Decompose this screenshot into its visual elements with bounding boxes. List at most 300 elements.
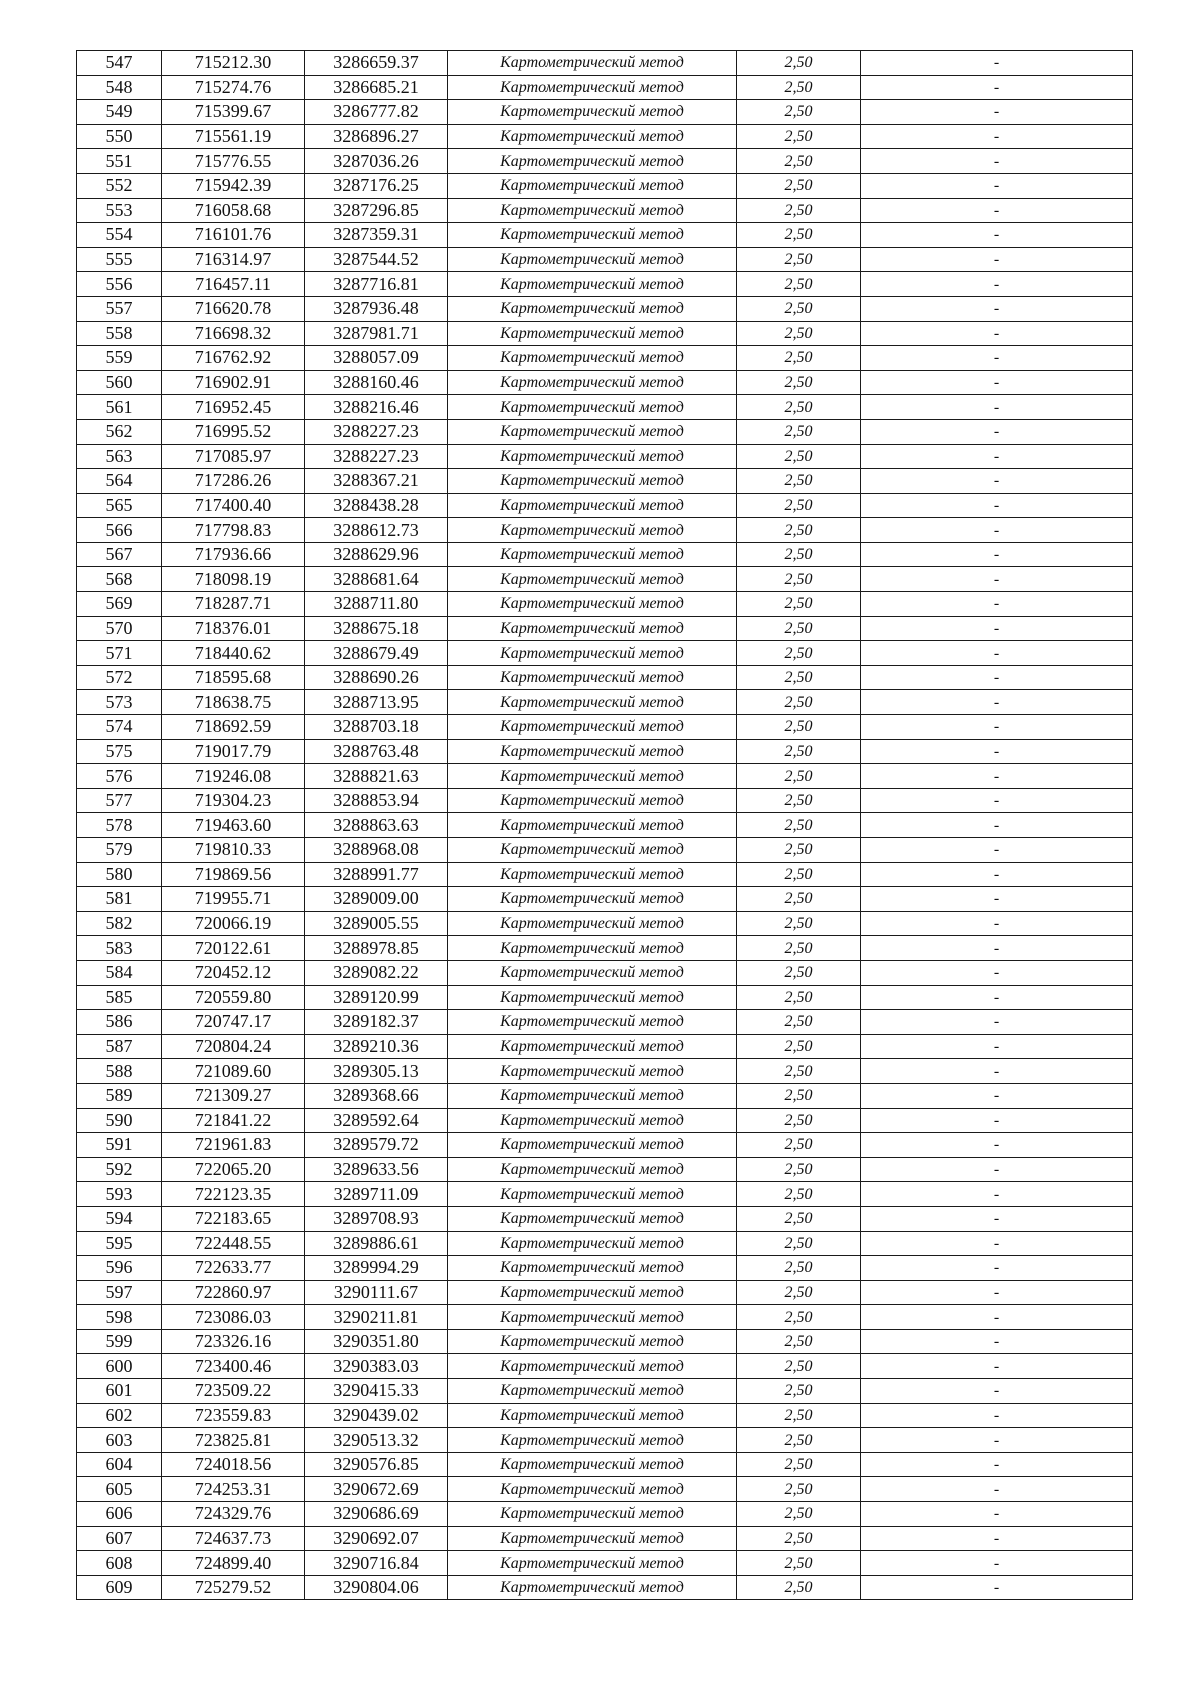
note-cell: -	[861, 1157, 1133, 1182]
y-coordinate-cell: 3290576.85	[305, 1452, 448, 1477]
point-number-cell: 555	[77, 247, 162, 272]
x-coordinate-cell: 722633.77	[162, 1256, 305, 1281]
note-cell: -	[861, 739, 1133, 764]
method-cell: Картометрический метод	[448, 936, 737, 961]
y-coordinate-cell: 3289082.22	[305, 960, 448, 985]
accuracy-cell: 2,50	[737, 788, 861, 813]
method-cell: Картометрический метод	[448, 985, 737, 1010]
note-cell: -	[861, 419, 1133, 444]
note-cell: -	[861, 1034, 1133, 1059]
x-coordinate-cell: 720066.19	[162, 911, 305, 936]
point-number-cell: 561	[77, 395, 162, 420]
accuracy-cell: 2,50	[737, 739, 861, 764]
y-coordinate-cell: 3290439.02	[305, 1403, 448, 1428]
y-coordinate-cell: 3286685.21	[305, 75, 448, 100]
y-coordinate-cell: 3286659.37	[305, 51, 448, 76]
note-cell: -	[861, 75, 1133, 100]
x-coordinate-cell: 724637.73	[162, 1526, 305, 1551]
y-coordinate-cell: 3288690.26	[305, 665, 448, 690]
y-coordinate-cell: 3288713.95	[305, 690, 448, 715]
point-number-cell: 572	[77, 665, 162, 690]
y-coordinate-cell: 3290351.80	[305, 1329, 448, 1354]
point-number-cell: 578	[77, 813, 162, 838]
x-coordinate-cell: 724329.76	[162, 1502, 305, 1527]
point-number-cell: 599	[77, 1329, 162, 1354]
table-row	[77, 715, 1133, 740]
table-row	[77, 665, 1133, 690]
method-cell: Картометрический метод	[448, 1034, 737, 1059]
x-coordinate-cell: 719810.33	[162, 838, 305, 863]
point-number-cell: 604	[77, 1452, 162, 1477]
x-coordinate-cell: 719955.71	[162, 887, 305, 912]
accuracy-cell: 2,50	[737, 395, 861, 420]
table-row	[77, 469, 1133, 494]
point-number-cell: 553	[77, 198, 162, 223]
method-cell: Картометрический метод	[448, 665, 737, 690]
accuracy-cell: 2,50	[737, 936, 861, 961]
table-row	[77, 1575, 1133, 1600]
method-cell: Картометрический метод	[448, 616, 737, 641]
table-row	[77, 1379, 1133, 1404]
note-cell: -	[861, 567, 1133, 592]
note-cell: -	[861, 346, 1133, 371]
method-cell: Картометрический метод	[448, 493, 737, 518]
x-coordinate-cell: 716314.97	[162, 247, 305, 272]
note-cell: -	[861, 1133, 1133, 1158]
accuracy-cell: 2,50	[737, 887, 861, 912]
table-row	[77, 395, 1133, 420]
table-row	[77, 985, 1133, 1010]
table-row	[77, 223, 1133, 248]
accuracy-cell: 2,50	[737, 51, 861, 76]
point-number-cell: 602	[77, 1403, 162, 1428]
method-cell: Картометрический метод	[448, 1379, 737, 1404]
point-number-cell: 549	[77, 100, 162, 125]
table-row	[77, 1182, 1133, 1207]
y-coordinate-cell: 3288991.77	[305, 862, 448, 887]
method-cell: Картометрический метод	[448, 641, 737, 666]
method-cell: Картометрический метод	[448, 51, 737, 76]
y-coordinate-cell: 3290686.69	[305, 1502, 448, 1527]
accuracy-cell: 2,50	[737, 960, 861, 985]
y-coordinate-cell: 3287544.52	[305, 247, 448, 272]
table-row	[77, 641, 1133, 666]
table-row	[77, 542, 1133, 567]
y-coordinate-cell: 3288853.94	[305, 788, 448, 813]
accuracy-cell: 2,50	[737, 1526, 861, 1551]
y-coordinate-cell: 3289120.99	[305, 985, 448, 1010]
y-coordinate-cell: 3287036.26	[305, 149, 448, 174]
table-row	[77, 887, 1133, 912]
y-coordinate-cell: 3288227.23	[305, 444, 448, 469]
x-coordinate-cell: 716995.52	[162, 419, 305, 444]
point-number-cell: 548	[77, 75, 162, 100]
accuracy-cell: 2,50	[737, 1477, 861, 1502]
method-cell: Картометрический метод	[448, 370, 737, 395]
note-cell: -	[861, 223, 1133, 248]
method-cell: Картометрический метод	[448, 1256, 737, 1281]
accuracy-cell: 2,50	[737, 346, 861, 371]
method-cell: Картометрический метод	[448, 395, 737, 420]
note-cell: -	[861, 1256, 1133, 1281]
table-row	[77, 1305, 1133, 1330]
accuracy-cell: 2,50	[737, 764, 861, 789]
method-cell: Картометрический метод	[448, 1231, 737, 1256]
method-cell: Картометрический метод	[448, 419, 737, 444]
table-row	[77, 1256, 1133, 1281]
accuracy-cell: 2,50	[737, 1379, 861, 1404]
point-number-cell: 566	[77, 518, 162, 543]
accuracy-cell: 2,50	[737, 1428, 861, 1453]
accuracy-cell: 2,50	[737, 247, 861, 272]
point-number-cell: 575	[77, 739, 162, 764]
method-cell: Картометрический метод	[448, 1083, 737, 1108]
note-cell: -	[861, 1231, 1133, 1256]
y-coordinate-cell: 3287936.48	[305, 296, 448, 321]
point-number-cell: 564	[77, 469, 162, 494]
x-coordinate-cell: 724253.31	[162, 1477, 305, 1502]
note-cell: -	[861, 1182, 1133, 1207]
note-cell: -	[861, 370, 1133, 395]
point-number-cell: 580	[77, 862, 162, 887]
x-coordinate-cell: 721841.22	[162, 1108, 305, 1133]
accuracy-cell: 2,50	[737, 1329, 861, 1354]
note-cell: -	[861, 1575, 1133, 1600]
method-cell: Картометрический метод	[448, 1010, 737, 1035]
accuracy-cell: 2,50	[737, 567, 861, 592]
point-number-cell: 584	[77, 960, 162, 985]
y-coordinate-cell: 3290513.32	[305, 1428, 448, 1453]
x-coordinate-cell: 716620.78	[162, 296, 305, 321]
note-cell: -	[861, 838, 1133, 863]
point-number-cell: 579	[77, 838, 162, 863]
y-coordinate-cell: 3288160.46	[305, 370, 448, 395]
accuracy-cell: 2,50	[737, 444, 861, 469]
y-coordinate-cell: 3290716.84	[305, 1551, 448, 1576]
point-number-cell: 588	[77, 1059, 162, 1084]
point-number-cell: 573	[77, 690, 162, 715]
accuracy-cell: 2,50	[737, 1108, 861, 1133]
x-coordinate-cell: 721309.27	[162, 1083, 305, 1108]
accuracy-cell: 2,50	[737, 911, 861, 936]
y-coordinate-cell: 3288216.46	[305, 395, 448, 420]
accuracy-cell: 2,50	[737, 149, 861, 174]
table-row	[77, 419, 1133, 444]
y-coordinate-cell: 3287981.71	[305, 321, 448, 346]
table-row	[77, 567, 1133, 592]
y-coordinate-cell: 3288763.48	[305, 739, 448, 764]
x-coordinate-cell: 717400.40	[162, 493, 305, 518]
x-coordinate-cell: 715274.76	[162, 75, 305, 100]
method-cell: Картометрический метод	[448, 862, 737, 887]
method-cell: Картометрический метод	[448, 1280, 737, 1305]
method-cell: Картометрический метод	[448, 321, 737, 346]
y-coordinate-cell: 3286777.82	[305, 100, 448, 125]
note-cell: -	[861, 100, 1133, 125]
method-cell: Картометрический метод	[448, 1059, 737, 1084]
note-cell: -	[861, 321, 1133, 346]
method-cell: Картометрический метод	[448, 1477, 737, 1502]
note-cell: -	[861, 1059, 1133, 1084]
method-cell: Картометрический метод	[448, 1452, 737, 1477]
accuracy-cell: 2,50	[737, 862, 861, 887]
point-number-cell: 574	[77, 715, 162, 740]
note-cell: -	[861, 1305, 1133, 1330]
table-row	[77, 813, 1133, 838]
x-coordinate-cell: 715212.30	[162, 51, 305, 76]
y-coordinate-cell: 3289305.13	[305, 1059, 448, 1084]
accuracy-cell: 2,50	[737, 1256, 861, 1281]
point-number-cell: 586	[77, 1010, 162, 1035]
table-row	[77, 960, 1133, 985]
y-coordinate-cell: 3288968.08	[305, 838, 448, 863]
y-coordinate-cell: 3287176.25	[305, 173, 448, 198]
method-cell: Картометрический метод	[448, 247, 737, 272]
accuracy-cell: 2,50	[737, 1280, 861, 1305]
point-number-cell: 587	[77, 1034, 162, 1059]
x-coordinate-cell: 716698.32	[162, 321, 305, 346]
accuracy-cell: 2,50	[737, 1059, 861, 1084]
point-number-cell: 607	[77, 1526, 162, 1551]
x-coordinate-cell: 722183.65	[162, 1206, 305, 1231]
accuracy-cell: 2,50	[737, 296, 861, 321]
point-number-cell: 556	[77, 272, 162, 297]
x-coordinate-cell: 720804.24	[162, 1034, 305, 1059]
note-cell: -	[861, 247, 1133, 272]
note-cell: -	[861, 1452, 1133, 1477]
method-cell: Картометрический метод	[448, 518, 737, 543]
note-cell: -	[861, 124, 1133, 149]
x-coordinate-cell: 723509.22	[162, 1379, 305, 1404]
accuracy-cell: 2,50	[737, 124, 861, 149]
note-cell: -	[861, 985, 1133, 1010]
method-cell: Картометрический метод	[448, 1206, 737, 1231]
y-coordinate-cell: 3289210.36	[305, 1034, 448, 1059]
accuracy-cell: 2,50	[737, 1034, 861, 1059]
note-cell: -	[861, 862, 1133, 887]
accuracy-cell: 2,50	[737, 1305, 861, 1330]
y-coordinate-cell: 3290415.33	[305, 1379, 448, 1404]
x-coordinate-cell: 718440.62	[162, 641, 305, 666]
accuracy-cell: 2,50	[737, 838, 861, 863]
accuracy-cell: 2,50	[737, 1354, 861, 1379]
note-cell: -	[861, 887, 1133, 912]
method-cell: Картометрический метод	[448, 149, 737, 174]
point-number-cell: 592	[77, 1157, 162, 1182]
point-number-cell: 562	[77, 419, 162, 444]
method-cell: Картометрический метод	[448, 469, 737, 494]
table-row	[77, 862, 1133, 887]
table-row	[77, 444, 1133, 469]
note-cell: -	[861, 641, 1133, 666]
x-coordinate-cell: 719304.23	[162, 788, 305, 813]
x-coordinate-cell: 715942.39	[162, 173, 305, 198]
y-coordinate-cell: 3289368.66	[305, 1083, 448, 1108]
note-cell: -	[861, 665, 1133, 690]
method-cell: Картометрический метод	[448, 1403, 737, 1428]
x-coordinate-cell: 718595.68	[162, 665, 305, 690]
note-cell: -	[861, 592, 1133, 617]
table-row	[77, 1034, 1133, 1059]
accuracy-cell: 2,50	[737, 1575, 861, 1600]
method-cell: Картометрический метод	[448, 715, 737, 740]
y-coordinate-cell: 3289633.56	[305, 1157, 448, 1182]
point-number-cell: 557	[77, 296, 162, 321]
accuracy-cell: 2,50	[737, 665, 861, 690]
note-cell: -	[861, 813, 1133, 838]
note-cell: -	[861, 1379, 1133, 1404]
y-coordinate-cell: 3288978.85	[305, 936, 448, 961]
accuracy-cell: 2,50	[737, 75, 861, 100]
point-number-cell: 554	[77, 223, 162, 248]
method-cell: Картометрический метод	[448, 567, 737, 592]
point-number-cell: 590	[77, 1108, 162, 1133]
y-coordinate-cell: 3288863.63	[305, 813, 448, 838]
y-coordinate-cell: 3288629.96	[305, 542, 448, 567]
x-coordinate-cell: 717936.66	[162, 542, 305, 567]
x-coordinate-cell: 716101.76	[162, 223, 305, 248]
method-cell: Картометрический метод	[448, 1575, 737, 1600]
table-row	[77, 764, 1133, 789]
point-number-cell: 600	[77, 1354, 162, 1379]
point-number-cell: 560	[77, 370, 162, 395]
table-row	[77, 616, 1133, 641]
point-number-cell: 577	[77, 788, 162, 813]
accuracy-cell: 2,50	[737, 173, 861, 198]
method-cell: Картометрический метод	[448, 690, 737, 715]
x-coordinate-cell: 722123.35	[162, 1182, 305, 1207]
note-cell: -	[861, 493, 1133, 518]
y-coordinate-cell: 3289009.00	[305, 887, 448, 912]
method-cell: Картометрический метод	[448, 788, 737, 813]
note-cell: -	[861, 1010, 1133, 1035]
table-row	[77, 1010, 1133, 1035]
accuracy-cell: 2,50	[737, 223, 861, 248]
x-coordinate-cell: 720747.17	[162, 1010, 305, 1035]
x-coordinate-cell: 715399.67	[162, 100, 305, 125]
note-cell: -	[861, 296, 1133, 321]
method-cell: Картометрический метод	[448, 764, 737, 789]
table-row	[77, 1108, 1133, 1133]
table-row	[77, 1059, 1133, 1084]
x-coordinate-cell: 715776.55	[162, 149, 305, 174]
table-row	[77, 739, 1133, 764]
point-number-cell: 591	[77, 1133, 162, 1158]
y-coordinate-cell: 3290672.69	[305, 1477, 448, 1502]
point-number-cell: 594	[77, 1206, 162, 1231]
coordinates-table	[76, 50, 1133, 1600]
y-coordinate-cell: 3288679.49	[305, 641, 448, 666]
point-number-cell: 551	[77, 149, 162, 174]
x-coordinate-cell: 723086.03	[162, 1305, 305, 1330]
accuracy-cell: 2,50	[737, 616, 861, 641]
table-row	[77, 838, 1133, 863]
point-number-cell: 606	[77, 1502, 162, 1527]
table-row	[77, 346, 1133, 371]
method-cell: Картометрический метод	[448, 960, 737, 985]
x-coordinate-cell: 716058.68	[162, 198, 305, 223]
accuracy-cell: 2,50	[737, 100, 861, 125]
table-row	[77, 1157, 1133, 1182]
table-row	[77, 75, 1133, 100]
y-coordinate-cell: 3290804.06	[305, 1575, 448, 1600]
point-number-cell: 558	[77, 321, 162, 346]
method-cell: Картометрический метод	[448, 198, 737, 223]
method-cell: Картометрический метод	[448, 173, 737, 198]
note-cell: -	[861, 51, 1133, 76]
y-coordinate-cell: 3287716.81	[305, 272, 448, 297]
x-coordinate-cell: 719463.60	[162, 813, 305, 838]
x-coordinate-cell: 717798.83	[162, 518, 305, 543]
method-cell: Картометрический метод	[448, 813, 737, 838]
y-coordinate-cell: 3289994.29	[305, 1256, 448, 1281]
note-cell: -	[861, 1526, 1133, 1551]
note-cell: -	[861, 911, 1133, 936]
x-coordinate-cell: 722065.20	[162, 1157, 305, 1182]
table-row	[77, 1452, 1133, 1477]
point-number-cell: 609	[77, 1575, 162, 1600]
x-coordinate-cell: 723825.81	[162, 1428, 305, 1453]
table-row	[77, 1477, 1133, 1502]
accuracy-cell: 2,50	[737, 1010, 861, 1035]
point-number-cell: 589	[77, 1083, 162, 1108]
y-coordinate-cell: 3286896.27	[305, 124, 448, 149]
table-row	[77, 1502, 1133, 1527]
y-coordinate-cell: 3288711.80	[305, 592, 448, 617]
table-row	[77, 198, 1133, 223]
note-cell: -	[861, 173, 1133, 198]
method-cell: Картометрический метод	[448, 911, 737, 936]
note-cell: -	[861, 764, 1133, 789]
y-coordinate-cell: 3289886.61	[305, 1231, 448, 1256]
x-coordinate-cell: 719246.08	[162, 764, 305, 789]
method-cell: Картометрический метод	[448, 1502, 737, 1527]
x-coordinate-cell: 721961.83	[162, 1133, 305, 1158]
y-coordinate-cell: 3287296.85	[305, 198, 448, 223]
point-number-cell: 601	[77, 1379, 162, 1404]
accuracy-cell: 2,50	[737, 592, 861, 617]
note-cell: -	[861, 1354, 1133, 1379]
y-coordinate-cell: 3288367.21	[305, 469, 448, 494]
point-number-cell: 569	[77, 592, 162, 617]
x-coordinate-cell: 717085.97	[162, 444, 305, 469]
table-row	[77, 247, 1133, 272]
point-number-cell: 576	[77, 764, 162, 789]
x-coordinate-cell: 721089.60	[162, 1059, 305, 1084]
point-number-cell: 552	[77, 173, 162, 198]
y-coordinate-cell: 3290111.67	[305, 1280, 448, 1305]
y-coordinate-cell: 3290211.81	[305, 1305, 448, 1330]
x-coordinate-cell: 722860.97	[162, 1280, 305, 1305]
note-cell: -	[861, 1083, 1133, 1108]
method-cell: Картометрический метод	[448, 1551, 737, 1576]
method-cell: Картометрический метод	[448, 1354, 737, 1379]
table-row	[77, 321, 1133, 346]
note-cell: -	[861, 1329, 1133, 1354]
method-cell: Картометрический метод	[448, 1428, 737, 1453]
table-row	[77, 173, 1133, 198]
accuracy-cell: 2,50	[737, 1083, 861, 1108]
x-coordinate-cell: 718692.59	[162, 715, 305, 740]
method-cell: Картометрический метод	[448, 887, 737, 912]
point-number-cell: 568	[77, 567, 162, 592]
method-cell: Картометрический метод	[448, 444, 737, 469]
y-coordinate-cell: 3290692.07	[305, 1526, 448, 1551]
method-cell: Картометрический метод	[448, 124, 737, 149]
accuracy-cell: 2,50	[737, 198, 861, 223]
method-cell: Картометрический метод	[448, 346, 737, 371]
note-cell: -	[861, 1477, 1133, 1502]
